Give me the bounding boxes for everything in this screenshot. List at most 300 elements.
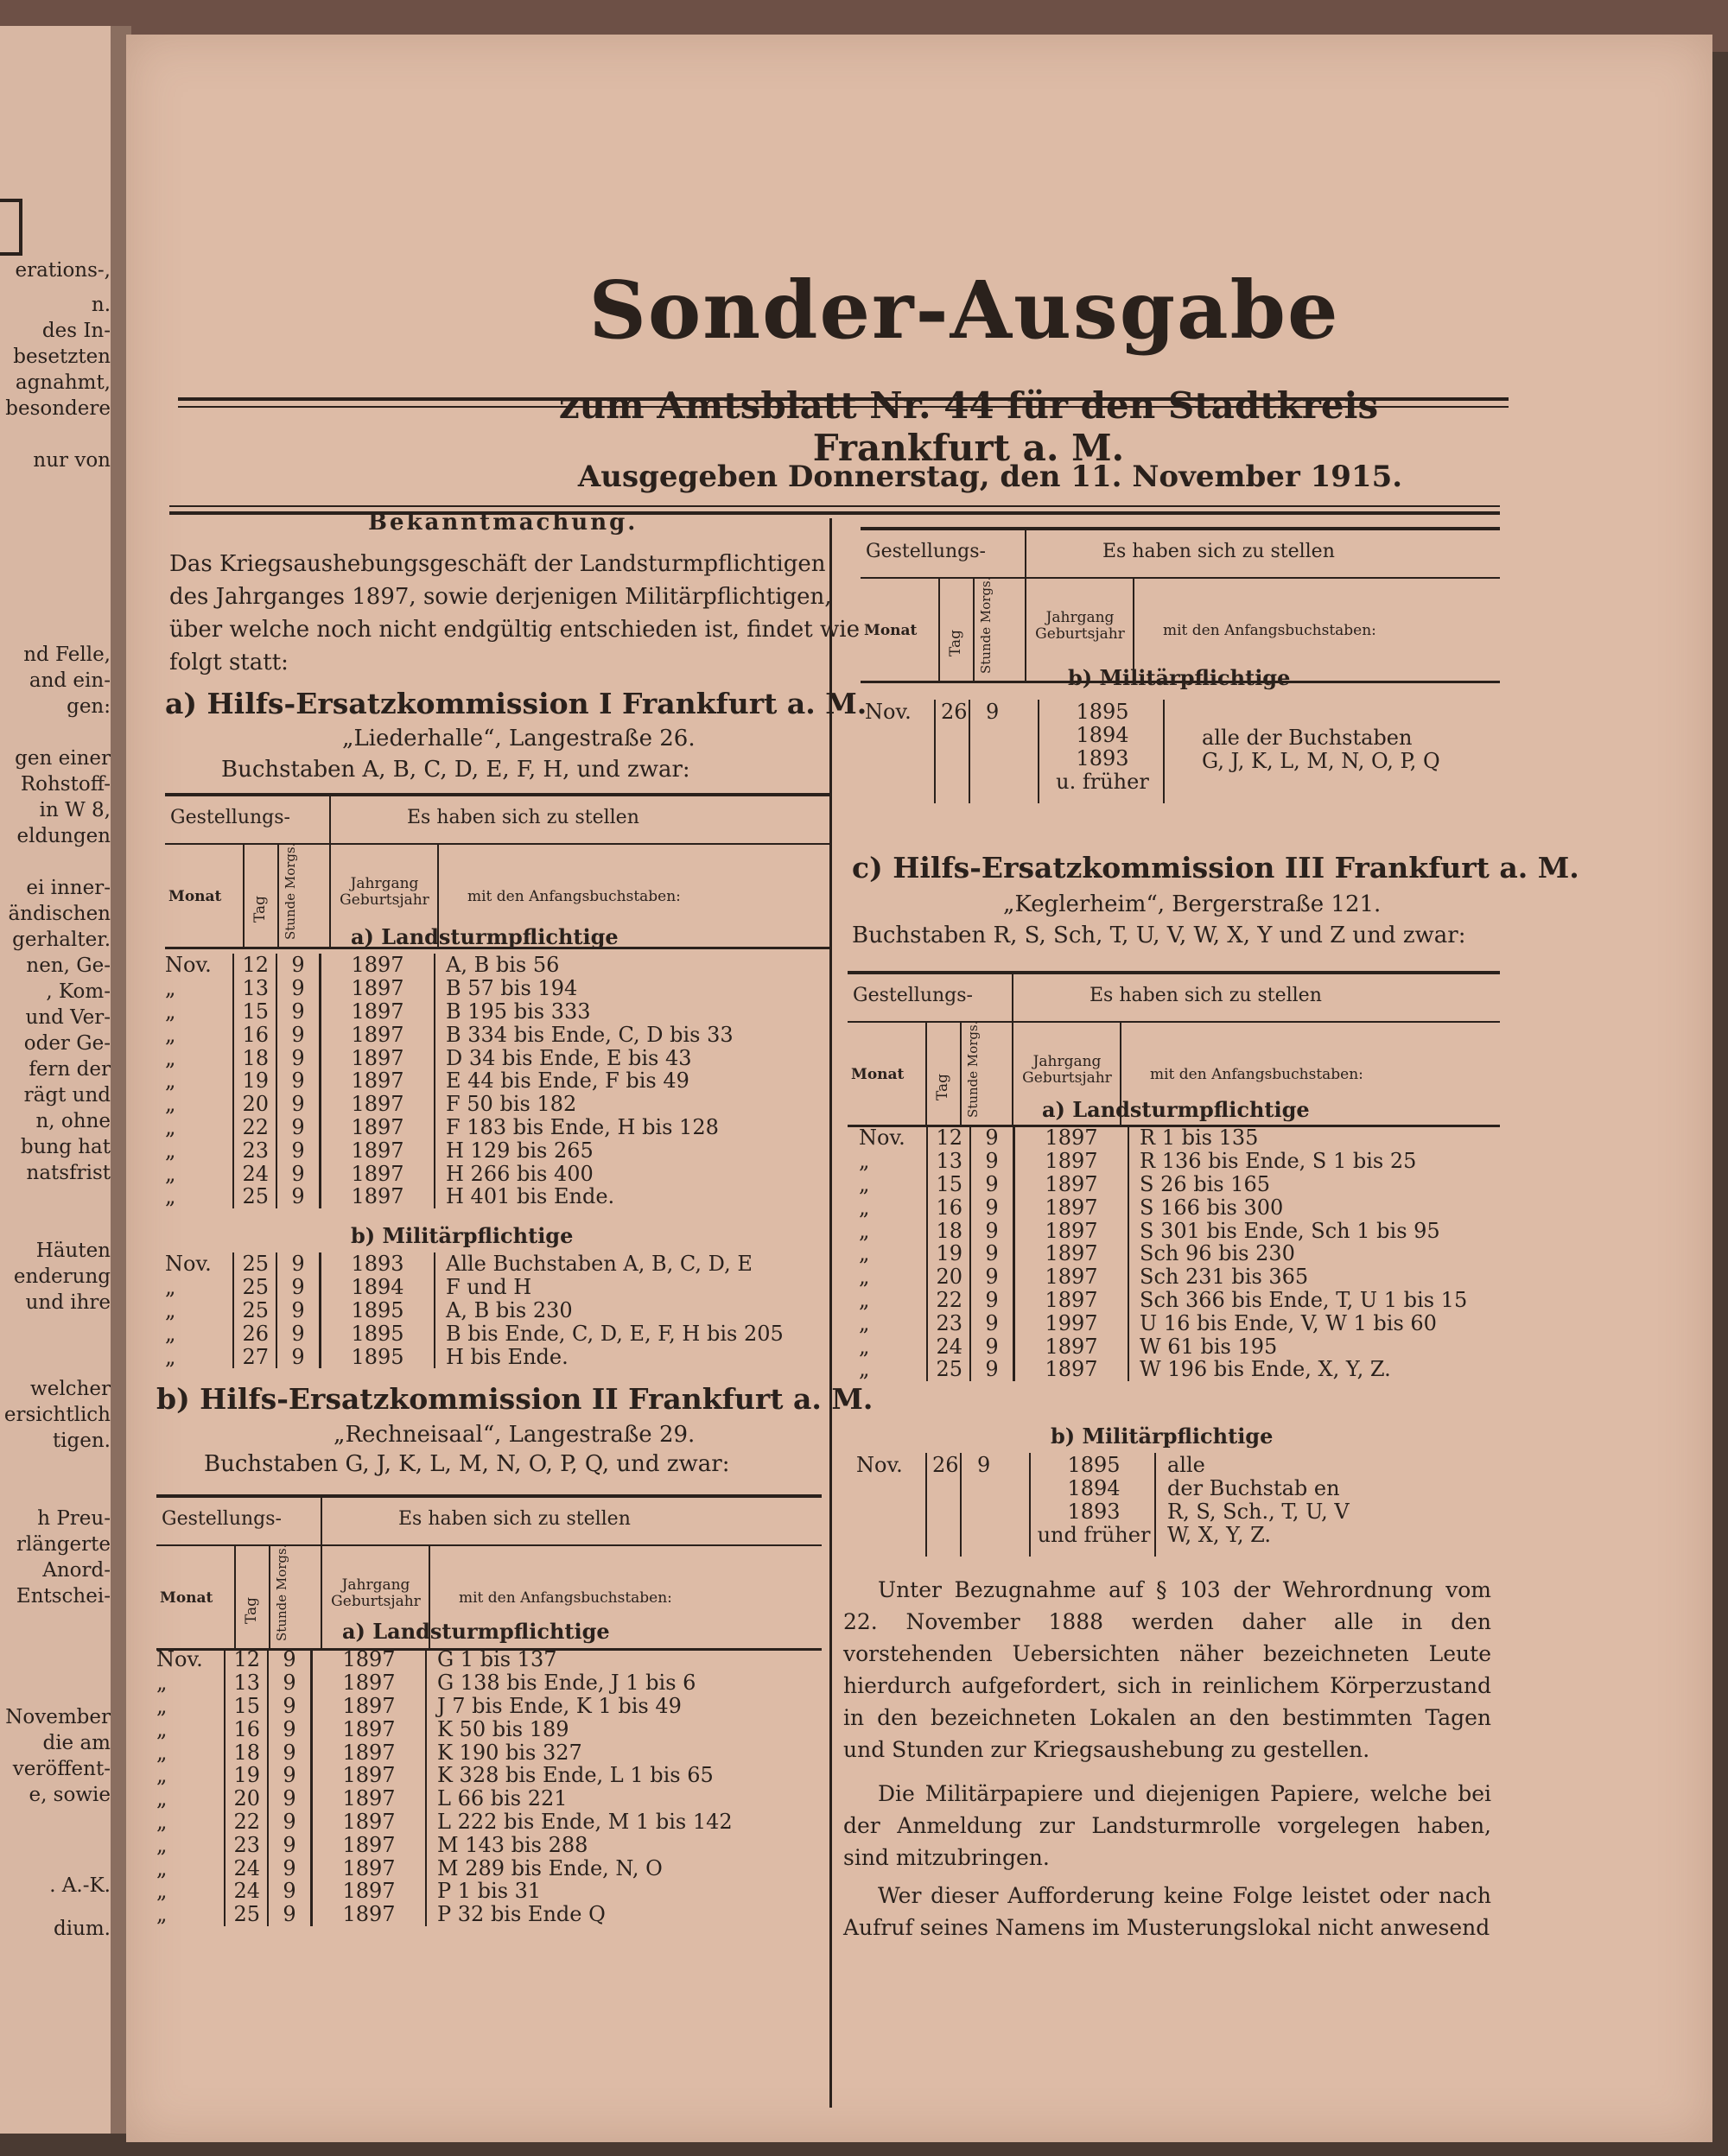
row-hour: 9 <box>291 953 305 978</box>
row-day: 13 <box>233 977 276 1000</box>
mil-hour: 9 <box>986 700 1000 724</box>
row-day: 20 <box>233 1093 276 1116</box>
table-row <box>165 1093 734 1116</box>
row-letters: Sch 96 bis 230 <box>1140 1241 1295 1266</box>
masthead-title: Sonder-Ausgabe <box>588 263 1340 357</box>
row-day: 25 <box>233 1185 276 1208</box>
row-letters: W 61 bis 195 <box>1140 1334 1278 1359</box>
row-hour: 9 <box>283 1647 296 1672</box>
header-anfangsbuchstaben: mit den Anfangsbuchstaben: <box>467 888 681 905</box>
row-hour: 9 <box>291 1092 305 1117</box>
mil-year: 1894 <box>1067 1476 1121 1500</box>
section-a-title: a) Hilfs-Ersatzkommission I Frankfurt a. M. <box>165 687 867 720</box>
table-row <box>156 1648 733 1671</box>
row-letters: F 183 bis Ende, H bis 128 <box>446 1114 719 1139</box>
row-month: „ <box>165 1161 176 1186</box>
row-year: 1897 <box>321 1185 435 1208</box>
row-day: 15 <box>233 1000 276 1024</box>
table-row <box>859 1219 1467 1242</box>
rule <box>960 1023 962 1125</box>
table-row <box>165 977 734 1000</box>
rule <box>960 1453 962 1557</box>
row-month: „ <box>165 1275 176 1300</box>
row-hour: 9 <box>985 1171 999 1196</box>
row-day: 12 <box>927 1126 970 1150</box>
row-year: 1897 <box>312 1787 427 1810</box>
header-tag: Tag <box>947 629 964 656</box>
row-year: 1897 <box>321 977 435 1000</box>
row-year: 1895 <box>321 1322 435 1345</box>
left-page-text: des In- <box>41 320 111 342</box>
row-month: „ <box>156 1879 168 1904</box>
section-c-landsturm-table <box>859 1126 1467 1381</box>
row-day: 16 <box>927 1195 970 1219</box>
left-page-text: gen: <box>67 695 111 718</box>
left-page-text: und ihre <box>25 1291 111 1314</box>
rule <box>934 700 936 803</box>
row-letters: Sch 366 bis Ende, T, U 1 bis 15 <box>1140 1287 1468 1312</box>
row-month: „ <box>156 1763 168 1788</box>
left-page-text: Rohstoff- <box>20 773 111 796</box>
row-day: 22 <box>225 1810 268 1834</box>
row-day: 13 <box>225 1671 268 1695</box>
table-row <box>859 1242 1467 1265</box>
row-month: „ <box>165 1045 176 1070</box>
notice-line: Das Kriegsaushebungsgeschäft der Landsturmpflichtigen <box>169 551 826 577</box>
section-a-militaer-table <box>165 1252 784 1368</box>
row-year: 1897 <box>321 1069 435 1093</box>
mil-month: Nov. <box>865 700 912 724</box>
row-year: 1897 <box>321 1093 435 1116</box>
row-year: 1897 <box>321 1116 435 1139</box>
mil-month: Nov. <box>856 1453 903 1477</box>
left-page-text: tigen. <box>52 1430 111 1452</box>
section-c-militaer-block <box>856 1453 1461 1574</box>
row-year: 1897 <box>1014 1358 1129 1381</box>
mil-year: 1893 <box>1076 746 1129 770</box>
rule <box>178 406 1509 408</box>
section-c-title: c) Hilfs-Ersatzkommission III Frankfurt a. M. <box>852 851 1579 885</box>
row-month: Nov. <box>165 1252 212 1277</box>
row-month: „ <box>859 1287 870 1312</box>
left-page-text: n, ohne <box>35 1110 111 1132</box>
rule <box>321 1494 322 1648</box>
row-day: 18 <box>225 1741 268 1764</box>
row-letters: B 57 bis 194 <box>446 976 578 1001</box>
row-month: „ <box>165 1297 176 1322</box>
rule <box>1025 527 1026 681</box>
row-letters: A, B bis 230 <box>446 1297 573 1322</box>
table-row <box>156 1903 733 1926</box>
row-day: 19 <box>927 1242 970 1265</box>
row-hour: 9 <box>291 1321 305 1346</box>
row-day: 23 <box>225 1833 268 1856</box>
left-page-text: und Ver- <box>25 1006 111 1029</box>
row-letters: A, B bis 56 <box>446 953 560 978</box>
table-row <box>156 1787 733 1810</box>
row-letters: H 401 bis Ende. <box>446 1184 615 1209</box>
left-page-text: nd Felle, <box>23 644 111 666</box>
table-row <box>156 1695 733 1718</box>
row-letters: H bis Ende. <box>446 1344 569 1369</box>
left-page-text: November <box>5 1706 111 1728</box>
rule <box>269 1546 270 1648</box>
row-letters: G 138 bis Ende, J 1 bis 6 <box>437 1671 696 1696</box>
row-year: 1897 <box>312 1717 427 1741</box>
header-jahrgang: Jahrgang Geburtsjahr <box>1035 609 1125 643</box>
row-year: 1897 <box>1014 1195 1129 1219</box>
notice-line: folgt statt: <box>169 650 289 675</box>
left-page-text: nen, Ge- <box>26 954 111 977</box>
row-month: „ <box>156 1832 168 1857</box>
table-row <box>156 1764 733 1787</box>
row-letters: B bis Ende, C, D, E, F, H bis 205 <box>446 1321 784 1346</box>
header-monat: Monat <box>851 1066 905 1083</box>
row-day: 25 <box>927 1358 970 1381</box>
mil-year: 1893 <box>1067 1500 1121 1524</box>
row-letters: H 129 bis 265 <box>446 1138 594 1163</box>
row-day: 18 <box>927 1219 970 1242</box>
row-letters: U 16 bis Ende, V, W 1 bis 60 <box>1140 1310 1437 1335</box>
section-a-landsturm-table <box>165 954 734 1208</box>
mil-year: u. früher <box>1056 770 1149 794</box>
rule <box>1029 1453 1031 1557</box>
left-page-text: besondere <box>5 397 111 420</box>
section-b-title: b) Hilfs-Ersatzkommission II Frankfurt a. M. <box>156 1382 874 1416</box>
header-stunde: Stunde Morgs. <box>978 576 994 674</box>
mil-hour: 9 <box>977 1453 991 1477</box>
left-page-text: ei inner- <box>26 877 111 899</box>
header-jahrgang: Jahrgang Geburtsjahr <box>331 1576 421 1610</box>
table-row <box>165 1345 784 1368</box>
row-hour: 9 <box>291 976 305 1001</box>
dateline: Ausgegeben Donnerstag, den 11. November 1915. <box>577 460 1403 494</box>
rule <box>277 845 279 947</box>
rule <box>969 700 970 803</box>
row-hour: 9 <box>283 1671 296 1696</box>
mil-year: 1895 <box>1067 1453 1121 1477</box>
row-day: 15 <box>225 1695 268 1718</box>
row-letters: Alle Buchstaben A, B, C, D, E <box>446 1252 753 1277</box>
row-letters: K 50 bis 189 <box>437 1716 569 1741</box>
mil-letters: W, X, Y, Z. <box>1167 1523 1271 1547</box>
header-jahrgang: Jahrgang Geburtsjahr <box>340 875 429 909</box>
row-day: 25 <box>225 1903 268 1926</box>
row-day: 24 <box>927 1335 970 1358</box>
row-day: 19 <box>233 1069 276 1093</box>
row-month: Nov. <box>156 1647 203 1672</box>
row-hour: 9 <box>291 1114 305 1139</box>
row-day: 25 <box>233 1252 276 1276</box>
row-month: „ <box>165 999 176 1024</box>
row-day: 24 <box>225 1856 268 1880</box>
bracket-mark <box>0 199 22 256</box>
header-jahrgang: Jahrgang Geburtsjahr <box>1022 1053 1112 1087</box>
row-hour: 9 <box>291 1344 305 1369</box>
row-month: „ <box>859 1334 870 1359</box>
row-hour: 9 <box>291 1184 305 1209</box>
left-facing-page <box>0 26 118 2134</box>
row-month: „ <box>156 1902 168 1927</box>
row-day: 16 <box>233 1023 276 1046</box>
row-year: 1897 <box>1014 1219 1129 1242</box>
row-hour: 9 <box>283 1832 296 1857</box>
row-year: 1897 <box>1014 1150 1129 1173</box>
header-gestellung: Gestellungs- <box>170 807 290 828</box>
left-page-text: fern der <box>29 1058 111 1081</box>
row-hour: 9 <box>291 1022 305 1047</box>
left-page-text: Entschei- <box>16 1585 111 1607</box>
row-year: 1897 <box>1014 1265 1129 1289</box>
section-a-letters: Buchstaben A, B, C, D, E, F, H, und zwar: <box>221 757 690 783</box>
row-letters: E 44 bis Ende, F bis 49 <box>446 1068 689 1094</box>
section-a-militaer-title: b) Militärpflichtige <box>351 1223 574 1248</box>
table-row <box>165 1162 734 1185</box>
notice-line: des Jahrganges 1897, sowie derjenigen Militärpflichtigen, <box>169 584 832 610</box>
row-hour: 9 <box>985 1241 999 1266</box>
table-row <box>165 1116 734 1139</box>
row-letters: P 1 bis 31 <box>437 1879 542 1904</box>
table-row <box>156 1856 733 1880</box>
column-divider <box>829 518 832 2108</box>
row-month: „ <box>156 1671 168 1696</box>
row-day: 23 <box>927 1311 970 1335</box>
section-c-letters: Buchstaben R, S, Sch, T, U, V, W, X, Y und Z und zwar: <box>852 923 1466 948</box>
rule <box>925 1023 927 1125</box>
row-hour: 9 <box>985 1149 999 1174</box>
row-letters: L 222 bis Ende, M 1 bis 142 <box>437 1809 733 1834</box>
row-letters: Sch 231 bis 365 <box>1140 1265 1309 1290</box>
row-day: 20 <box>225 1787 268 1810</box>
closing-paragraph: Unter Bezugnahme auf § 103 der Wehrordnung vom 22. November 1888 werden daher alle in den vorstehenden Uebersichten näher bezeichneten Leute hierdurch aufgefordert, sich in reinlichem Körperzustand in den bezeichneten Lokalen an den bestimmten Tagen und Stunden zur Kriegsaushebung zu gestellen. <box>843 1577 1491 1762</box>
left-page-text: , Kom- <box>46 980 111 1003</box>
row-hour: 9 <box>291 1161 305 1186</box>
header-es-haben: Es haben sich zu stellen <box>1090 985 1322 1006</box>
row-year: 1897 <box>1014 1173 1129 1196</box>
row-hour: 9 <box>291 1252 305 1277</box>
row-hour: 9 <box>283 1786 296 1811</box>
table-row <box>859 1289 1467 1312</box>
row-letters: P 32 bis Ende Q <box>437 1902 606 1927</box>
table-row <box>165 1046 734 1069</box>
row-month: „ <box>859 1357 870 1382</box>
row-month: „ <box>165 1022 176 1047</box>
section-a-place: „Liederhalle“, Langestraße 26. <box>342 726 696 751</box>
row-hour: 9 <box>283 1740 296 1765</box>
row-hour: 9 <box>985 1126 999 1151</box>
row-letters: L 66 bis 221 <box>437 1786 568 1811</box>
table-row <box>156 1880 733 1903</box>
row-hour: 9 <box>283 1716 296 1741</box>
row-year: 1897 <box>321 1162 435 1185</box>
header-tag: Tag <box>934 1073 951 1100</box>
notice-line: über welche noch nicht endgültig entschieden ist, findet wie <box>169 617 860 643</box>
row-hour: 9 <box>291 1045 305 1070</box>
row-hour: 9 <box>291 1275 305 1300</box>
rule <box>156 1544 822 1546</box>
table-row <box>156 1833 733 1856</box>
row-letters: R 136 bis Ende, S 1 bis 25 <box>1140 1149 1417 1174</box>
row-letters: R 1 bis 135 <box>1140 1126 1259 1151</box>
newspaper-page <box>126 35 1712 2142</box>
row-year: 1895 <box>321 1345 435 1368</box>
row-year: 1893 <box>321 1252 435 1276</box>
row-month: „ <box>156 1740 168 1765</box>
row-month: „ <box>859 1171 870 1196</box>
table-row <box>165 1023 734 1046</box>
table-row <box>859 1195 1467 1219</box>
row-year: 1894 <box>321 1276 435 1299</box>
left-page-text: bung hat <box>20 1136 111 1158</box>
table-row <box>859 1311 1467 1335</box>
row-month: „ <box>859 1195 870 1220</box>
row-month: „ <box>165 1138 176 1163</box>
row-year: 1897 <box>1014 1335 1129 1358</box>
row-letters: W 196 bis Ende, X, Y, Z. <box>1140 1357 1391 1382</box>
section-b-militaer-block <box>865 700 1470 821</box>
mil-letters: alle <box>1167 1453 1205 1477</box>
row-letters: S 301 bis Ende, Sch 1 bis 95 <box>1140 1218 1440 1243</box>
mil-letters: R, S, Sch., T, U, V <box>1167 1500 1350 1524</box>
left-page-text: rlängerte <box>16 1533 111 1556</box>
row-year: 1897 <box>312 1648 427 1671</box>
row-hour: 9 <box>985 1265 999 1290</box>
header-es-haben: Es haben sich zu stellen <box>407 807 639 828</box>
left-page-text: and ein- <box>29 669 111 692</box>
rule <box>973 579 975 681</box>
section-c-militaer-title: b) Militärpflichtige <box>1051 1424 1274 1449</box>
row-day: 12 <box>233 954 276 977</box>
notice-title: Bekanntmachung. <box>368 510 638 536</box>
rule <box>1012 971 1013 1125</box>
header-anfangsbuchstaben: mit den Anfangsbuchstaben: <box>1163 622 1376 639</box>
row-hour: 9 <box>283 1809 296 1834</box>
row-letters: F 50 bis 182 <box>446 1092 577 1117</box>
row-hour: 9 <box>985 1195 999 1220</box>
header-tag: Tag <box>251 895 269 923</box>
row-month: Nov. <box>859 1126 905 1151</box>
row-month: „ <box>165 1092 176 1117</box>
rule <box>1038 700 1039 803</box>
header-stunde: Stunde Morgs. <box>274 1544 289 1641</box>
row-hour: 9 <box>283 1902 296 1927</box>
left-page-text: n. <box>91 294 111 316</box>
row-hour: 9 <box>985 1334 999 1359</box>
table-row <box>165 1299 784 1322</box>
row-day: 24 <box>233 1162 276 1185</box>
mil-year: 1894 <box>1076 723 1129 747</box>
left-page-text: . A.-K. <box>49 1874 111 1897</box>
table-row <box>165 1252 784 1276</box>
row-letters: M 289 bis Ende, N, O <box>437 1855 663 1880</box>
row-year: 1897 <box>312 1695 427 1718</box>
row-year: 1897 <box>321 954 435 977</box>
mil-year: 1895 <box>1076 700 1129 724</box>
header-es-haben: Es haben sich zu stellen <box>398 1508 631 1530</box>
row-year: 1897 <box>312 1741 427 1764</box>
row-year: 1897 <box>312 1810 427 1834</box>
rule <box>861 577 1500 579</box>
rule <box>848 1021 1500 1023</box>
table-row <box>165 1276 784 1299</box>
rule <box>234 1546 236 1648</box>
table-row <box>859 1173 1467 1196</box>
left-page-text: ersichtlich <box>3 1404 111 1426</box>
left-page-text: in W 8, <box>39 799 111 821</box>
row-hour: 9 <box>291 999 305 1024</box>
row-day: 20 <box>927 1265 970 1289</box>
row-letters: J 7 bis Ende, K 1 bis 49 <box>437 1693 682 1718</box>
left-page-text: die am <box>42 1732 111 1754</box>
row-day: 22 <box>927 1289 970 1312</box>
row-letters: S 26 bis 165 <box>1140 1171 1271 1196</box>
section-b-letters: Buchstaben G, J, K, L, M, N, O, P, Q, und zwar: <box>204 1451 730 1477</box>
row-year: 1897 <box>312 1833 427 1856</box>
closing-paragraph: Die Militärpapiere und diejenigen Papiere, welche bei der Anmeldung zur Landsturmrolle vorgelegen haben, sind mitzubringen. <box>843 1781 1491 1870</box>
masthead-subtitle: Frankfurt a. M. <box>812 427 1125 469</box>
row-month: „ <box>859 1265 870 1290</box>
row-letters: K 328 bis Ende, L 1 bis 65 <box>437 1763 714 1788</box>
row-letters: B 195 bis 333 <box>446 999 591 1024</box>
row-day: 16 <box>225 1717 268 1741</box>
row-hour: 9 <box>283 1855 296 1880</box>
row-hour: 9 <box>283 1763 296 1788</box>
row-month: „ <box>165 1114 176 1139</box>
table-row <box>165 1000 734 1024</box>
header-anfangsbuchstaben: mit den Anfangsbuchstaben: <box>1150 1066 1363 1083</box>
section-b-place: „Rechneisaal“, Langestraße 29. <box>334 1422 696 1448</box>
rule <box>243 845 245 947</box>
rule <box>169 505 1500 507</box>
row-letters: F und H <box>446 1275 532 1300</box>
table-row <box>165 1138 734 1162</box>
row-month: „ <box>165 1184 176 1209</box>
left-page-text: agnahmt, <box>15 371 111 394</box>
row-day: 26 <box>233 1322 276 1345</box>
mil-day: 26 <box>941 700 968 724</box>
mil-year: und früher <box>1037 1523 1151 1547</box>
left-page-text: ändischen <box>8 903 111 925</box>
row-day: 12 <box>225 1648 268 1671</box>
left-page-text: rägt und <box>23 1084 111 1107</box>
row-year: 1997 <box>1014 1311 1129 1335</box>
left-page-text: erations-, <box>15 259 111 282</box>
left-page-text: veröffent- <box>12 1758 111 1780</box>
row-year: 1897 <box>321 1000 435 1024</box>
row-letters: S 166 bis 300 <box>1140 1195 1284 1220</box>
header-stunde: Stunde Morgs. <box>965 1020 981 1118</box>
row-letters: M 143 bis 288 <box>437 1832 588 1857</box>
row-month: „ <box>156 1855 168 1880</box>
section-b-landsturm-table <box>156 1648 733 1926</box>
table-row <box>165 1185 734 1208</box>
row-letters: G 1 bis 137 <box>437 1647 557 1672</box>
row-hour: 9 <box>291 1138 305 1163</box>
header-gestellung: Gestellungs- <box>866 541 986 562</box>
rule <box>848 971 1500 974</box>
left-page-text: Anord- <box>42 1559 111 1582</box>
row-year: 1897 <box>312 1880 427 1903</box>
row-letters: H 266 bis 400 <box>446 1161 594 1186</box>
rule <box>178 397 1509 401</box>
closing-paragraph: Wer dieser Aufforderung keine Folge leistet oder nach Aufruf seines Namens im Musterungslokal nicht anwesend <box>843 1883 1491 1940</box>
table-row <box>156 1671 733 1695</box>
header-monat: Monat <box>864 622 918 639</box>
row-month: „ <box>156 1716 168 1741</box>
table-row <box>165 954 734 977</box>
header-monat: Monat <box>168 888 222 905</box>
row-day: 24 <box>225 1880 268 1903</box>
